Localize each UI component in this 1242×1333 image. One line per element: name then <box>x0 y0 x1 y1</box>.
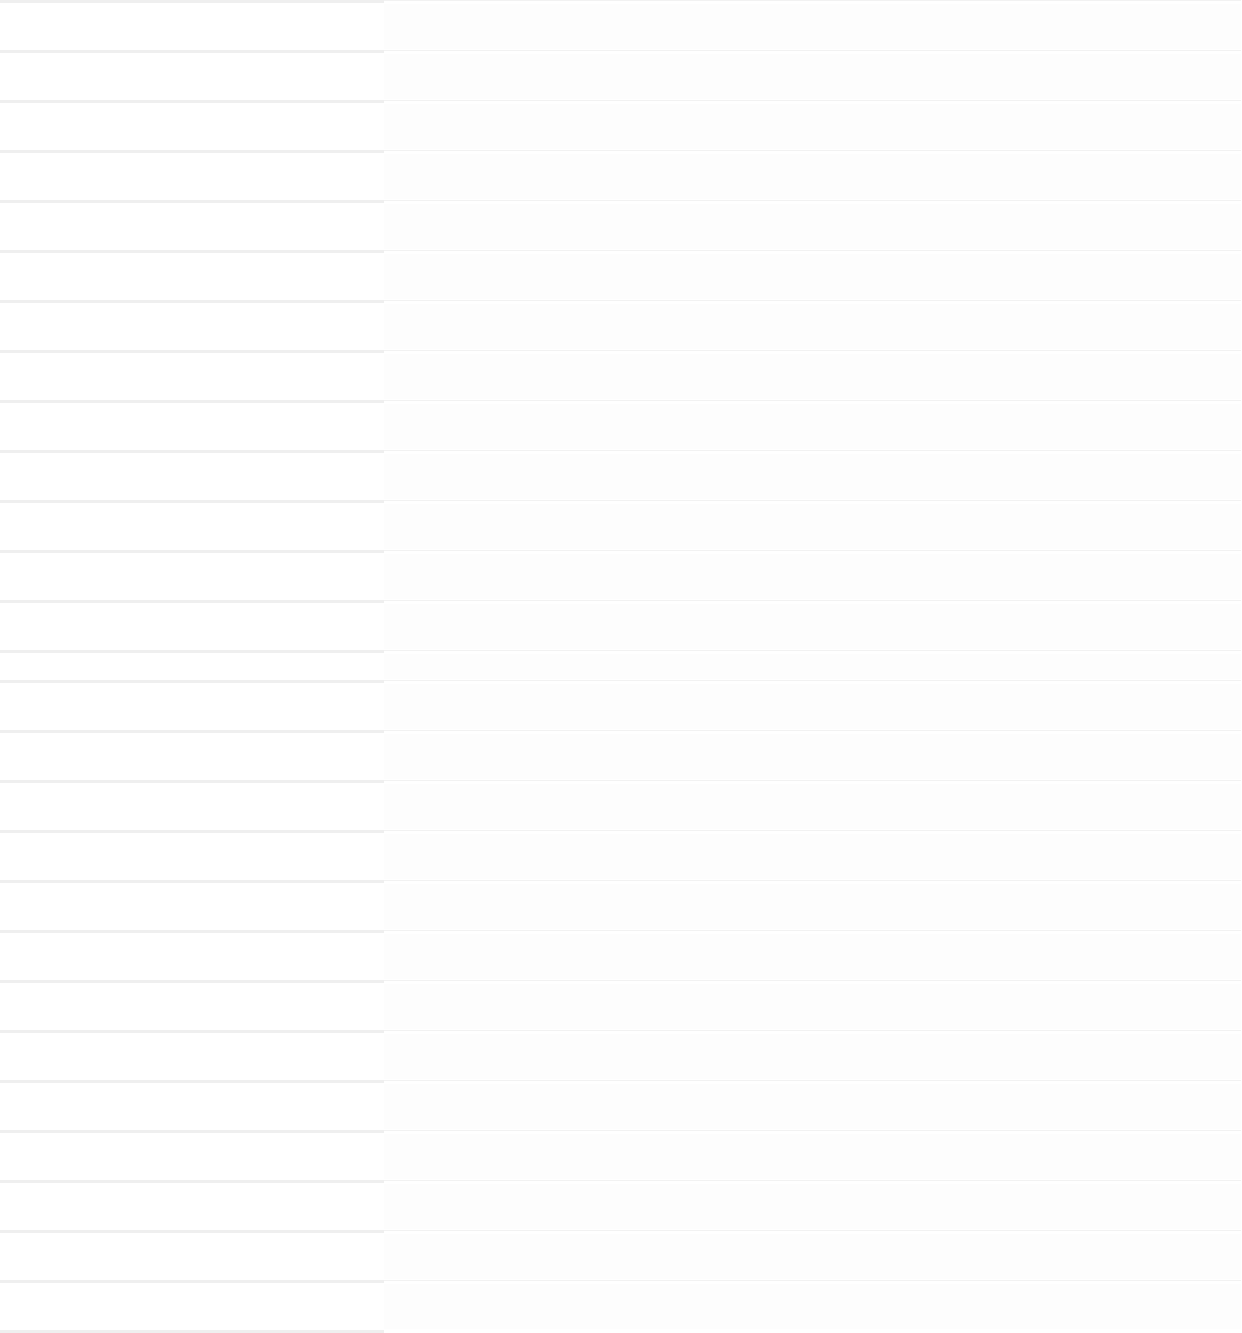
list-row[interactable] <box>0 150 1242 200</box>
list-row[interactable] <box>0 780 1242 830</box>
list-row[interactable] <box>0 1030 1242 1080</box>
row-value-cell[interactable] <box>384 1130 1241 1180</box>
row-value-cell[interactable] <box>384 600 1241 650</box>
row-value-background <box>384 154 1241 199</box>
list-row[interactable] <box>0 450 1242 500</box>
row-label-cell <box>0 680 384 730</box>
row-label-cell <box>0 100 384 150</box>
row-label-cell <box>0 550 384 600</box>
row-value-cell[interactable] <box>384 100 1241 150</box>
row-value-background <box>384 1234 1241 1279</box>
list-row[interactable] <box>0 250 1242 300</box>
row-value-cell[interactable] <box>384 300 1241 350</box>
row-value-cell[interactable] <box>384 680 1241 730</box>
list-row[interactable] <box>0 550 1242 600</box>
row-value-cell[interactable] <box>384 930 1241 980</box>
row-value-cell[interactable] <box>384 350 1241 400</box>
row-label-cell <box>0 930 384 980</box>
row-value-cell[interactable] <box>384 1030 1241 1080</box>
row-value-background <box>384 54 1241 99</box>
row-label-cell <box>0 350 384 400</box>
list-row[interactable] <box>0 1230 1242 1280</box>
list-row[interactable] <box>0 980 1242 1030</box>
row-value-background <box>384 1134 1241 1179</box>
list-row[interactable] <box>0 0 1242 50</box>
row-label-cell <box>0 1280 384 1330</box>
row-value-background <box>384 1184 1241 1229</box>
list-row[interactable] <box>0 1130 1242 1180</box>
row-value-cell[interactable] <box>384 980 1241 1030</box>
row-label-cell <box>0 400 384 450</box>
row-value-background <box>384 934 1241 979</box>
row-value-background <box>384 1034 1241 1079</box>
list-row[interactable] <box>0 300 1242 350</box>
row-value-cell[interactable] <box>384 400 1241 450</box>
row-value-background <box>384 984 1241 1029</box>
row-value-cell[interactable] <box>384 1180 1241 1230</box>
row-value-background <box>384 204 1241 249</box>
row-label-cell <box>0 1180 384 1230</box>
list-row[interactable] <box>0 830 1242 880</box>
list-row[interactable] <box>0 100 1242 150</box>
list-row[interactable] <box>0 680 1242 730</box>
row-value-cell[interactable] <box>384 1080 1241 1130</box>
row-label-cell <box>0 730 384 780</box>
row-label-cell <box>0 200 384 250</box>
row-value-cell[interactable] <box>384 650 1241 680</box>
row-label-cell <box>0 600 384 650</box>
row-value-cell[interactable] <box>384 830 1241 880</box>
row-value-background <box>384 834 1241 879</box>
list-row[interactable] <box>0 50 1242 100</box>
row-label-cell <box>0 500 384 550</box>
list-row[interactable] <box>0 650 1242 680</box>
row-value-background <box>384 404 1241 449</box>
row-value-background <box>384 304 1241 349</box>
list-row[interactable] <box>0 930 1242 980</box>
row-value-background <box>384 354 1241 399</box>
row-value-background <box>384 254 1241 299</box>
row-value-background <box>384 504 1241 549</box>
row-value-cell[interactable] <box>384 250 1241 300</box>
row-label-cell <box>0 300 384 350</box>
row-label-cell <box>0 780 384 830</box>
row-value-cell[interactable] <box>384 1230 1241 1280</box>
row-value-cell[interactable] <box>384 150 1241 200</box>
row-value-background <box>384 604 1241 649</box>
row-value-cell[interactable] <box>384 500 1241 550</box>
row-label-cell <box>0 250 384 300</box>
list-row[interactable] <box>0 200 1242 250</box>
row-label-cell <box>0 450 384 500</box>
row-label-cell <box>0 1080 384 1130</box>
row-value-background <box>384 654 1241 679</box>
row-value-cell[interactable] <box>384 0 1241 50</box>
row-value-background <box>384 1284 1241 1329</box>
row-value-cell[interactable] <box>384 450 1241 500</box>
row-value-background <box>384 884 1241 929</box>
row-value-background <box>384 784 1241 829</box>
list-row[interactable] <box>0 1180 1242 1230</box>
row-value-background <box>384 454 1241 499</box>
row-value-cell[interactable] <box>384 50 1241 100</box>
row-value-background <box>384 554 1241 599</box>
row-value-cell[interactable] <box>384 730 1241 780</box>
list-row[interactable] <box>0 350 1242 400</box>
row-label-cell <box>0 880 384 930</box>
row-value-background <box>384 734 1241 779</box>
row-value-background <box>384 104 1241 149</box>
row-value-background <box>384 684 1241 729</box>
row-label-cell <box>0 980 384 1030</box>
row-value-cell[interactable] <box>384 200 1241 250</box>
list-row[interactable] <box>0 730 1242 780</box>
row-value-cell[interactable] <box>384 880 1241 930</box>
list-row[interactable] <box>0 1080 1242 1130</box>
list-row[interactable] <box>0 400 1242 450</box>
row-label-cell <box>0 650 384 680</box>
list-row[interactable] <box>0 600 1242 650</box>
row-value-background <box>384 1084 1241 1129</box>
row-label-cell <box>0 50 384 100</box>
row-label-cell <box>0 1030 384 1080</box>
row-label-cell <box>0 830 384 880</box>
list-row[interactable] <box>0 500 1242 550</box>
row-label-cell <box>0 0 384 50</box>
row-label-cell <box>0 1230 384 1280</box>
row-value-cell[interactable] <box>384 780 1241 830</box>
row-label-cell <box>0 150 384 200</box>
list-row[interactable] <box>0 880 1242 930</box>
row-value-cell[interactable] <box>384 1280 1241 1330</box>
list-row[interactable] <box>0 1280 1242 1330</box>
row-label-cell <box>0 1130 384 1180</box>
row-value-cell[interactable] <box>384 550 1241 600</box>
row-value-background <box>384 4 1241 49</box>
